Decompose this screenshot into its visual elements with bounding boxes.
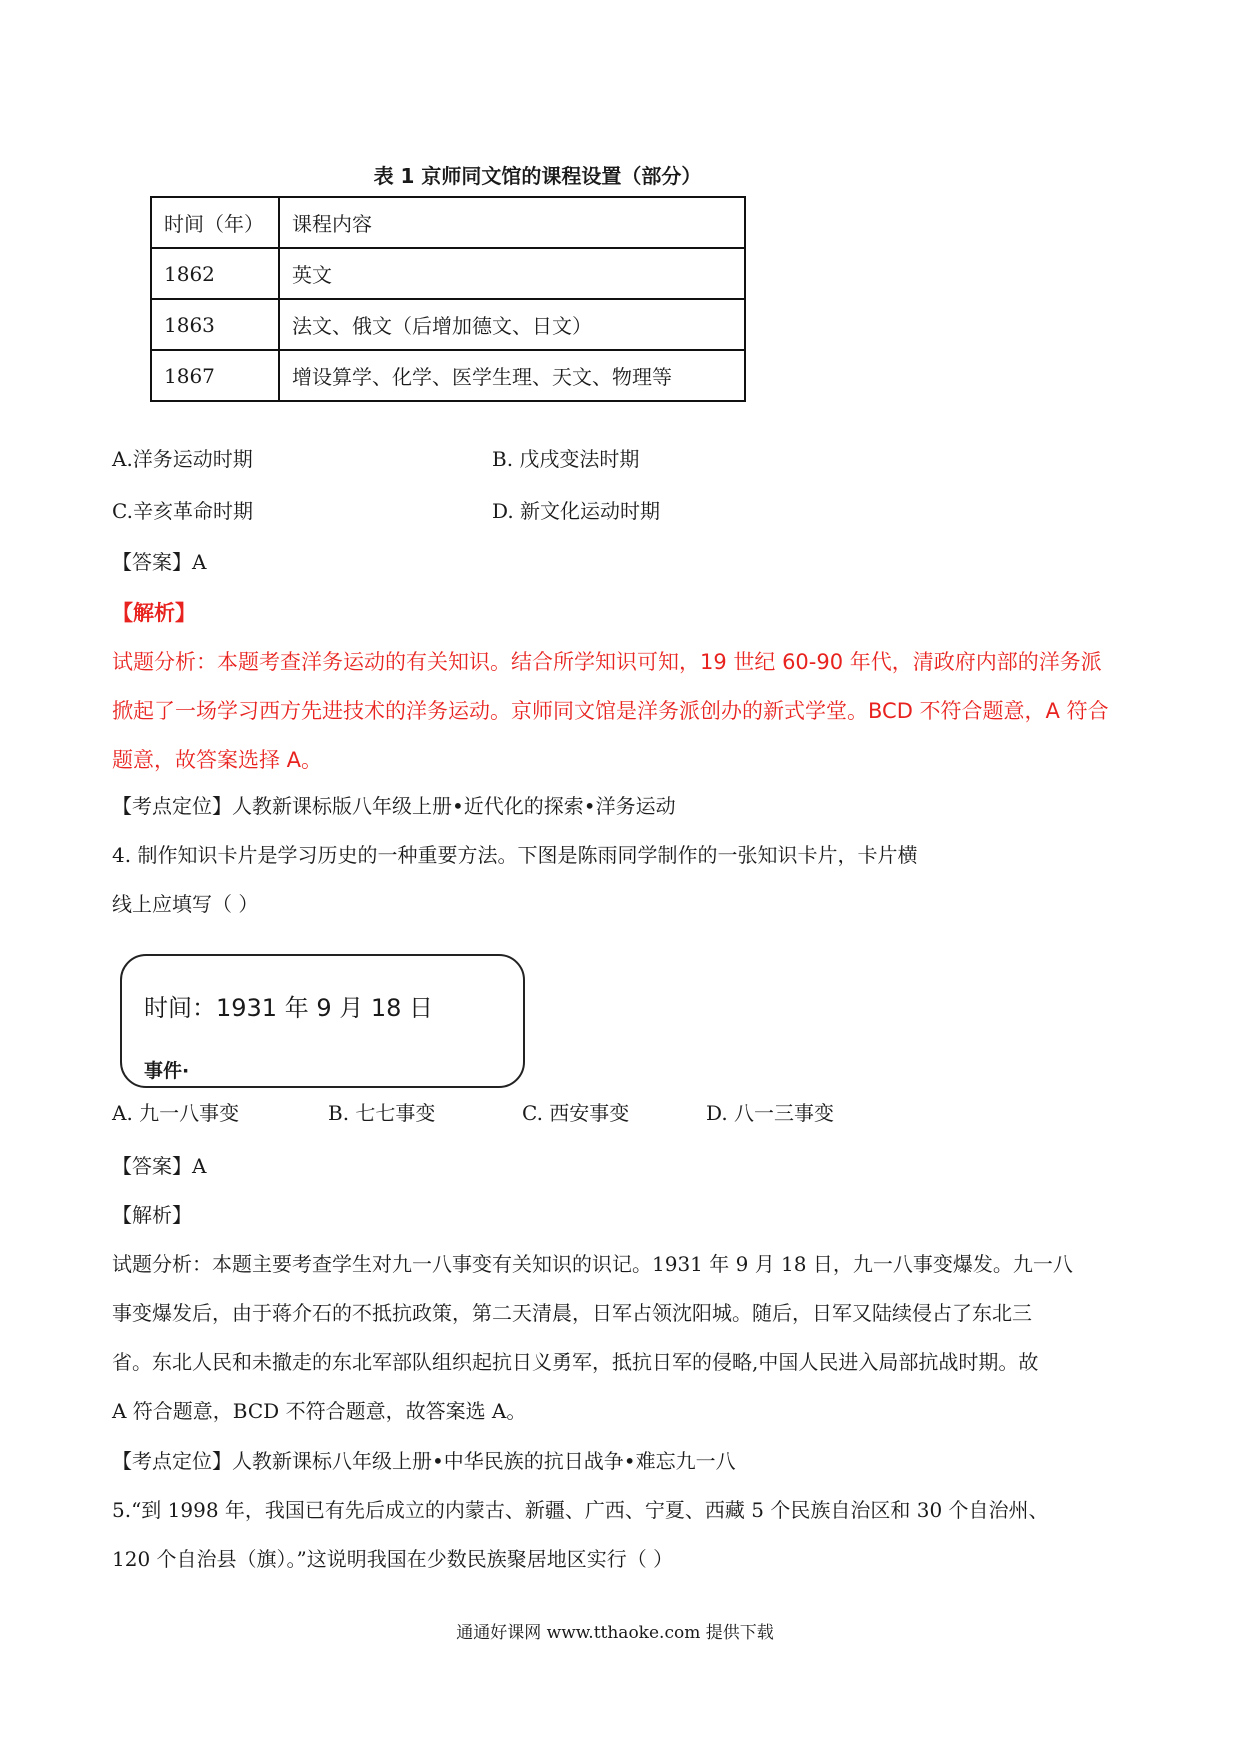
q4-analysis-label: 【解析】	[112, 1203, 192, 1227]
q4-option-a: A. 九一八事变	[112, 1101, 240, 1125]
table-header-row	[151, 197, 745, 248]
table-cell: 1862	[151, 248, 279, 299]
table-cell: 英文	[279, 248, 745, 299]
q4-stem-line: 4. 制作知识卡片是学习历史的一种重要方法。下图是陈雨同学制作的一张知识卡片，卡片横	[112, 843, 918, 867]
table-header-cell: 课程内容	[279, 197, 745, 248]
page-footer: 通通好课网 www.tthaoke.com 提供下载	[456, 1623, 774, 1643]
q5-stem-line: 5.“到 1998 年，我国已有先后成立的内蒙古、新疆、广西、宁夏、西藏 5 个民族自治区和 30 个自治州、	[112, 1498, 1049, 1522]
table-row	[151, 248, 745, 299]
table-row	[151, 350, 745, 401]
table-cell: 法文、俄文（后增加德文、日文）	[279, 299, 745, 350]
table-row	[151, 299, 745, 350]
q4-option-b: B. 七七事变	[328, 1101, 436, 1125]
q3-option-a: A.洋务运动时期	[112, 447, 253, 471]
q3-option-b: B. 戊戌变法时期	[492, 447, 640, 471]
q3-option-d: D. 新文化运动时期	[492, 499, 661, 523]
q5-stem-line: 120 个自治县（旗）。”这说明我国在少数民族聚居地区实行（ ）	[112, 1547, 674, 1571]
q3-analysis-line: 掀起了一场学习西方先进技术的洋务运动。京师同文馆是洋务派创办的新式学堂。BCD 不符合题意，A 符合	[112, 699, 1109, 723]
q3-analysis-line: 试题分析：本题考查洋务运动的有关知识。结合所学知识可知，19 世纪 60-90 年代，清政府内部的洋务派	[112, 650, 1102, 674]
card-time: 时间：1931 年 9 月 18 日	[144, 994, 434, 1022]
knowledge-card	[120, 954, 525, 1088]
card-event: 事件·	[144, 1060, 190, 1082]
q4-analysis-line: 试题分析：本题主要考查学生对九一八事变有关知识的识记。1931 年 9 月 18 日，九一八事变爆发。九一八	[112, 1252, 1073, 1276]
table-cell: 1867	[151, 350, 279, 401]
table-header-cell: 时间（年）	[151, 197, 279, 248]
q4-stem-line: 线上应填写（ ）	[112, 892, 259, 916]
q4-option-d: D. 八一三事变	[706, 1101, 835, 1125]
course-table	[150, 196, 746, 402]
q3-analysis-line: 题意，故答案选择 A。	[112, 748, 323, 772]
q4-option-c: C. 西安事变	[522, 1101, 630, 1125]
q4-analysis-line: 省。东北人民和未撤走的东北军部队组织起抗日义勇军，抵抗日军的侵略,中国人民进入局部抗战时期。故	[112, 1350, 1039, 1374]
table-cell: 增设算学、化学、医学生理、天文、物理等	[279, 350, 745, 401]
q4-answer: 【答案】A	[112, 1154, 207, 1178]
q4-analysis-line: 事变爆发后，由于蒋介石的不抵抗政策，第二天清晨，日军占领沈阳城。随后，日军又陆续侵占了东北三	[112, 1301, 1032, 1325]
q4-keypoint: 【考点定位】人教新课标八年级上册•中华民族的抗日战争•难忘九一八	[112, 1449, 736, 1473]
q3-option-c: C.辛亥革命时期	[112, 499, 253, 523]
table-cell: 1863	[151, 299, 279, 350]
q3-analysis-label: 【解析】	[112, 601, 196, 625]
q3-keypoint: 【考点定位】人教新课标版八年级上册•近代化的探索•洋务运动	[112, 794, 676, 818]
q4-analysis-line: A 符合题意，BCD 不符合题意，故答案选 A。	[112, 1399, 527, 1423]
q3-answer: 【答案】A	[112, 550, 207, 574]
table-title: 表 1 京师同文馆的课程设置（部分）	[373, 164, 702, 188]
